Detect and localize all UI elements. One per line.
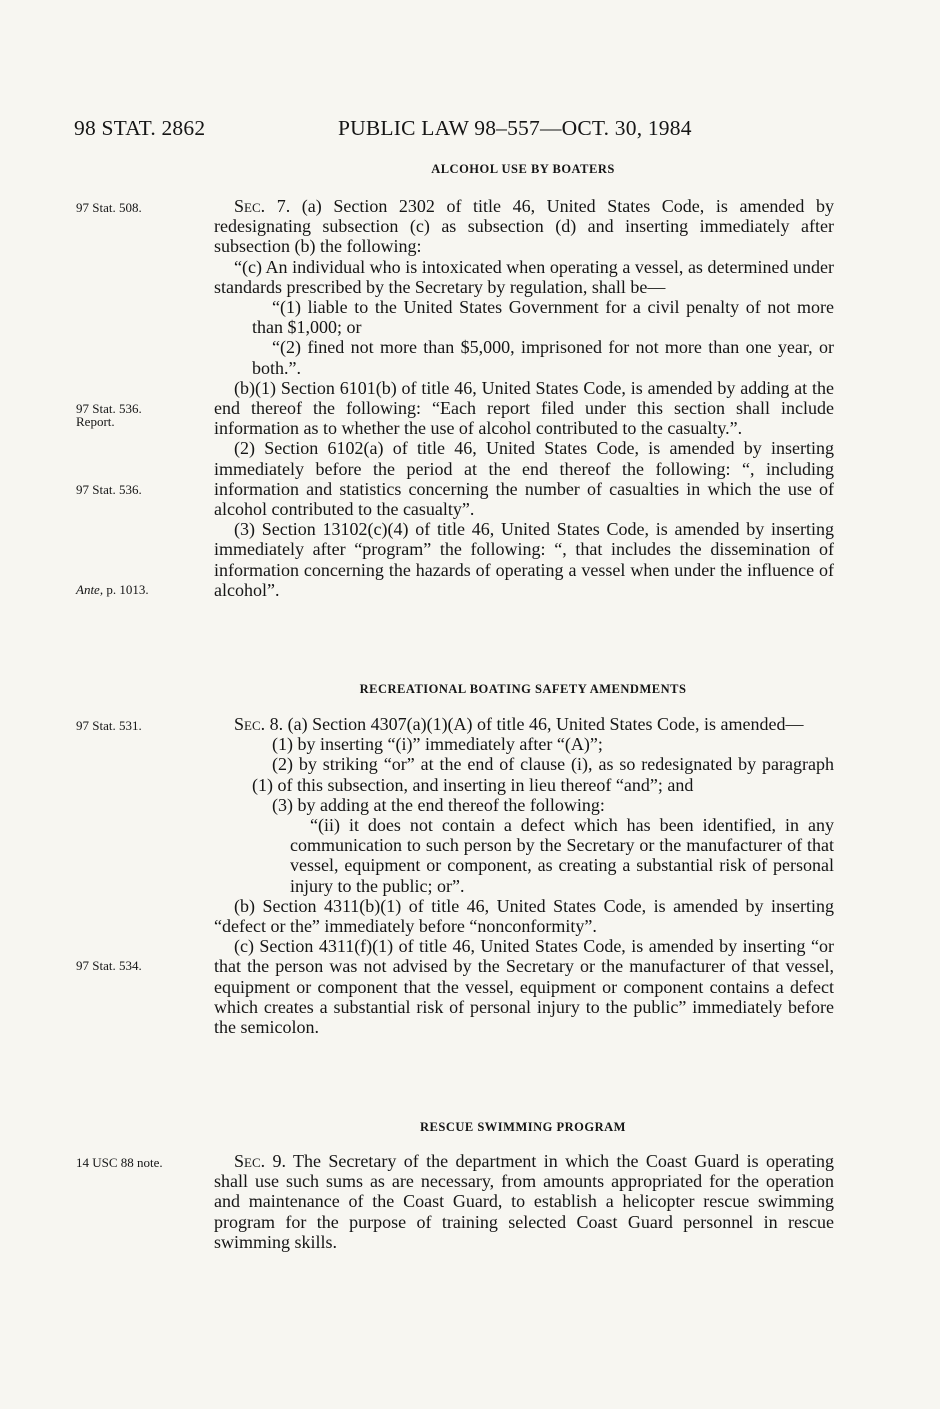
paragraph: [214, 1151, 834, 1252]
paragraph: (b)(1) Section 6101(b) of title 46, United States Code, is amended by adding at the end thereof the following: “Each report filed under this section shall include information as to whether the use of alcohol contributed to the casualty.”.: [214, 377, 834, 439]
paragraph: (2) Section 6102(a) of title 46, United States Code, is amended by inserting immediately before the period at the end thereof the following: “, including information and statistics concerning the number of casualties in which the use of alcohol contributed to the casualty”.: [214, 438, 834, 520]
page-stat-number: 98 STAT. 2862: [74, 116, 206, 140]
margin-note: 97 Stat. 531.: [76, 718, 142, 733]
paragraph: “(1) liable to the United States Government for a civil penalty of not more than $1,000; or: [252, 297, 834, 338]
paragraph: “(2) fined not more than $5,000, imprisoned for not more than one year, or both.”.: [252, 337, 834, 378]
paragraph: “(ii) it does not contain a defect which has been identified, in any communication to such person by the Secretary or the manufacturer of that vessel, equipment or component, as creating a substantial risk of personal injury to the public; or”.: [290, 815, 834, 896]
section-heading-rescue: RESCUE SWIMMING PROGRAM: [420, 1120, 626, 1134]
paragraph: (2) by striking “or” at the end of clause (i), as so redesignated by paragraph (1) of this subsection, and inserting in lieu thereof “and”; and: [252, 754, 834, 795]
paragraph: (3) by adding at the end thereof the following:: [272, 794, 605, 815]
paragraph: “(c) An individual who is intoxicated when operating a vessel, as determined under standards prescribed by the Secretary by regulation, shall be—: [214, 256, 834, 297]
section-label: Sec. 9.: [234, 1151, 286, 1171]
paragraph-text: The Secretary of the department in which the Coast Guard is operating shall use such sums as are necessary, from amounts appropriated for the operation and maintenance of the Coast Guard, to establish a helicopter rescue swimming program for the purpose of training selected Coast Guard personnel in rescue swimming skills.: [214, 1151, 834, 1252]
paragraph: (3) Section 13102(c)(4) of title 46, United States Code, is amended by inserting immediately after “program” the following: “, that includes the dissemination of information concerning the hazards of operating a vessel when under the influence of alcohol”.: [214, 519, 834, 600]
running-header: PUBLIC LAW 98–557—OCT. 30, 1984: [338, 116, 692, 140]
margin-note-line: 97 Stat. 536.: [76, 401, 142, 416]
margin-note-line: Report.: [76, 414, 115, 429]
margin-note: [76, 583, 196, 596]
paragraph: [214, 714, 834, 734]
paragraph: [214, 196, 834, 257]
section-label: Sec. 8.: [234, 714, 284, 734]
section-label: Sec. 7.: [234, 196, 291, 216]
margin-note: 97 Stat. 534.: [76, 958, 142, 973]
margin-note-italic: Ante,: [76, 582, 104, 597]
margin-note: 14 USC 88 note.: [76, 1155, 163, 1170]
paragraph-text: (a) Section 4307(a)(1)(A) of title 46, United States Code, is amended—: [283, 714, 804, 734]
margin-note: 97 Stat. 536.: [76, 482, 142, 497]
section-8-body: [214, 714, 834, 1037]
margin-note: [76, 402, 196, 428]
paragraph: (1) by inserting “(i)” immediately after “(A)”;: [272, 734, 603, 755]
paragraph: (b) Section 4311(b)(1) of title 46, United States Code, is amended by inserting “defect or the” immediately before “nonconformity”.: [214, 895, 834, 937]
section-heading-alcohol: ALCOHOL USE BY BOATERS: [431, 162, 615, 176]
section-heading-recreational: RECREATIONAL BOATING SAFETY AMENDMENTS: [359, 682, 687, 696]
margin-note-rest: p. 1013.: [103, 582, 149, 597]
section-7-body: [214, 196, 834, 600]
paragraph: (c) Section 4311(f)(1) of title 46, United States Code, is amended by inserting “or that the person was not advised by the Secretary or the manufacturer of that vessel, equipment or component that the vessel, equipment or component contains a defect which creates a substantial risk of personal injury to the public” immediately before the semicolon.: [214, 936, 834, 1038]
margin-note: 97 Stat. 508.: [76, 200, 142, 215]
paragraph-text: (a) Section 2302 of title 46, United States Code, is amended by redesignating subsection (c) as subsection (d) and inserting immediately after subsection (b) the following:: [214, 196, 834, 257]
section-9-body: [214, 1151, 834, 1252]
